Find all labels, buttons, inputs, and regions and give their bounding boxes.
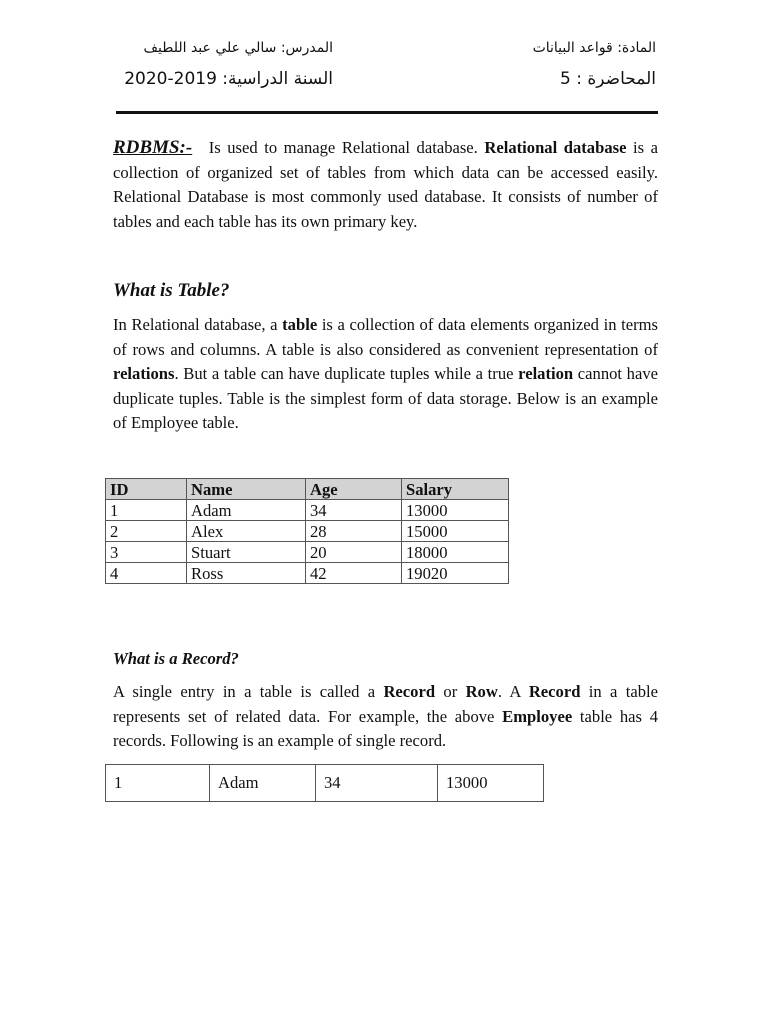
record-cell-age: 34 [316,765,438,802]
cell-salary: 18000 [402,542,509,563]
teacher-label: المدرس: سالي علي عبد اللطيف [143,40,333,56]
rdbms-bold-term: Relational database [484,138,627,157]
cell-age: 20 [306,542,402,563]
table-text-2: is a collection of data elements organized in terms of rows and columns. A table is also considered as convenient representation of [113,315,658,359]
table-text-1: In Relational database, a [113,315,278,334]
cell-name: Stuart [187,542,306,563]
column-header-id: ID [106,479,187,500]
cell-id: 2 [106,521,187,542]
record-cell-salary: 13000 [438,765,544,802]
rdbms-label: RDBMS:- [113,137,193,158]
table-text-3: . But a table can have duplicate tuples while a true [174,364,514,383]
record-bold-record-2: Record [528,682,581,701]
single-record-table [105,764,544,802]
rdbms-text-1: Is used to manage Relational database. [208,138,478,157]
cell-salary: 15000 [402,521,509,542]
cell-name: Alex [187,521,306,542]
lecture-number: المحاضرة : 5 [560,69,656,89]
table-row [106,765,544,802]
table-paragraph [113,313,658,436]
cell-name: Adam [187,500,306,521]
cell-age: 28 [306,521,402,542]
record-paragraph [113,680,658,754]
academic-year: السنة الدراسية: 2019-2020 [124,69,333,89]
record-text-2: or [443,682,458,701]
table-row [106,542,509,563]
employee-table [105,478,509,584]
cell-age: 34 [306,500,402,521]
record-text-1: A single entry in a table is called a [113,682,376,701]
table-bold-relations: relations [113,364,175,383]
column-header-age: Age [306,479,402,500]
record-bold-record: Record [383,682,436,701]
record-cell-name: Adam [210,765,316,802]
cell-name: Ross [187,563,306,584]
column-header-name: Name [187,479,306,500]
record-bold-employee: Employee [502,706,573,726]
header-divider [116,111,658,114]
record-bold-row: Row [465,682,498,701]
column-header-salary: Salary [402,479,509,500]
record-heading: What is a Record? [113,649,239,668]
table-text-4: cannot have duplicate tuples. Table is the simplest form of data storage. Below is an example of Employee table. [113,364,658,432]
table-heading: What is Table? [113,280,230,301]
record-cell-id: 1 [106,765,210,802]
record-text-5: table has 4 records. Following is an example of single record. [113,706,659,750]
table-bold-table: table [282,315,318,334]
rdbms-text-2: is a collection of organized set of tables from which data can be accessed easily. Relational Database is most commonly used database. It consists of number of tables and each table has its own primary key. [113,138,658,231]
table-row [106,500,509,521]
record-text-3: . A [497,682,521,701]
cell-id: 1 [106,500,187,521]
cell-id: 3 [106,542,187,563]
record-text-4: in a table represents set of related data. For example, the above [113,682,658,726]
cell-age: 42 [306,563,402,584]
employee-table-header-row [106,479,509,500]
table-row [106,521,509,542]
cell-salary: 13000 [402,500,509,521]
rdbms-paragraph [113,136,658,234]
subject-label: المادة: قواعد البيانات [532,40,656,56]
cell-salary: 19020 [402,563,509,584]
table-row [106,563,509,584]
table-bold-relation: relation [518,364,574,383]
cell-id: 4 [106,563,187,584]
